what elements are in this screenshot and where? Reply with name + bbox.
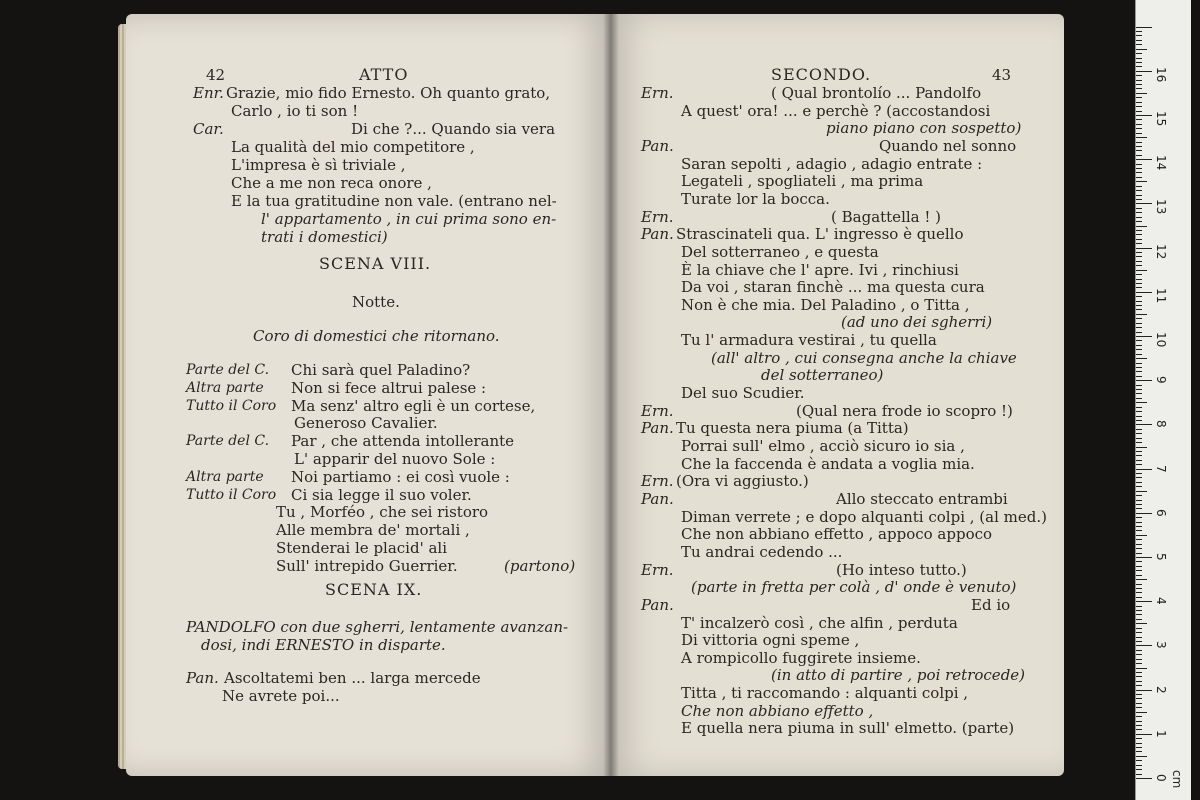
dialogue-line: È la chiave che l' apre. Ivi , rinchiusi bbox=[681, 260, 959, 279]
ruler-tick bbox=[1136, 641, 1142, 642]
dialogue-line: Grazie, mio fido Ernesto. Oh quanto grato, bbox=[226, 84, 551, 102]
scene-title: SCENA VIII. bbox=[319, 254, 432, 273]
ruler-tick bbox=[1136, 610, 1142, 611]
ruler-number: 4 bbox=[1154, 597, 1168, 605]
ruler-tick bbox=[1136, 124, 1142, 125]
ruler-tick bbox=[1136, 186, 1142, 187]
dialogue-line: Quando nel sonno bbox=[879, 136, 1017, 155]
scene-title: SCENA IX. bbox=[325, 580, 423, 599]
ruler-tick bbox=[1136, 371, 1142, 372]
chorus-line: Par , che attenda intollerante bbox=[291, 432, 515, 451]
ruler-tick bbox=[1136, 106, 1142, 107]
ruler-tick bbox=[1136, 146, 1142, 147]
ruler-tick bbox=[1136, 416, 1142, 417]
chorus-line: Tu , Morféo , che sei ristoro bbox=[276, 503, 489, 522]
ruler-tick bbox=[1136, 654, 1142, 655]
ruler-tick bbox=[1136, 274, 1142, 275]
running-header-right: SECONDO. bbox=[771, 65, 872, 84]
dialogue-line: Che non abbiano effetto , appoco appoco bbox=[681, 525, 993, 544]
ruler-tick bbox=[1136, 243, 1142, 244]
chorus-speaker: Parte del C. bbox=[186, 362, 270, 378]
ruler-tick bbox=[1136, 75, 1142, 76]
ruler-tick bbox=[1136, 751, 1142, 752]
ruler-tick bbox=[1136, 292, 1152, 293]
ruler-tick bbox=[1136, 283, 1142, 284]
dialogue-line: Tu l' armadura vestirai , tu quella bbox=[681, 331, 937, 350]
ruler-tick bbox=[1136, 725, 1142, 726]
ruler-tick bbox=[1136, 522, 1142, 523]
ruler-tick bbox=[1136, 685, 1142, 686]
speaker-label: Ern. bbox=[641, 207, 674, 226]
speaker-label: Pan. bbox=[641, 489, 674, 508]
ruler-tick bbox=[1136, 632, 1142, 633]
ruler-tick bbox=[1136, 438, 1142, 439]
dialogue-line: La qualità del mio competitore , bbox=[231, 138, 475, 156]
ruler-tick bbox=[1136, 774, 1142, 775]
ruler-tick bbox=[1136, 380, 1152, 381]
ruler-number: 6 bbox=[1154, 508, 1168, 517]
ruler-tick bbox=[1136, 561, 1142, 562]
ruler-tick bbox=[1136, 716, 1142, 717]
ruler-tick bbox=[1136, 690, 1152, 691]
ruler-tick bbox=[1136, 128, 1142, 129]
ruler-tick bbox=[1136, 477, 1142, 478]
speaker-label: Ern. bbox=[641, 560, 674, 579]
ruler-tick bbox=[1136, 486, 1142, 487]
ruler-tick bbox=[1136, 756, 1147, 757]
speaker-label: Car. bbox=[193, 120, 224, 138]
dialogue-line: (all' altro , cui consegna anche la chiave bbox=[711, 348, 1017, 367]
ruler-tick bbox=[1136, 66, 1142, 67]
ruler-tick bbox=[1136, 402, 1147, 403]
ruler-tick bbox=[1136, 734, 1152, 735]
dialogue-line: (parte in fretta per colà , d' onde è venuto) bbox=[691, 578, 1017, 597]
chorus-speaker: Altra parte bbox=[186, 468, 264, 485]
ruler-tick bbox=[1136, 597, 1142, 598]
ruler-tick bbox=[1136, 309, 1142, 310]
ruler-tick bbox=[1136, 575, 1142, 576]
ruler-tick bbox=[1136, 332, 1142, 333]
chorus-line: Stenderai le placid' ali bbox=[276, 539, 448, 557]
ruler-tick bbox=[1136, 279, 1142, 280]
ruler-tick bbox=[1136, 230, 1142, 231]
ruler-tick bbox=[1136, 159, 1152, 160]
ruler-tick bbox=[1136, 721, 1142, 722]
dialogue-line: (Ho inteso tutto.) bbox=[836, 560, 967, 579]
ruler-tick bbox=[1136, 424, 1152, 425]
speaker-label: Ern. bbox=[641, 84, 674, 102]
ruler-tick bbox=[1136, 707, 1142, 708]
chorus-line: Noi partiamo : ei così vuole : bbox=[291, 467, 510, 486]
stage-direction: Coro di domestici che ritornano. bbox=[253, 327, 500, 345]
ruler-tick bbox=[1136, 464, 1142, 465]
ruler-tick bbox=[1136, 513, 1152, 514]
dialogue-line: Che a me non reca onore , bbox=[231, 174, 432, 192]
ruler-tick bbox=[1136, 150, 1142, 151]
ruler-tick bbox=[1136, 747, 1142, 748]
ruler-tick bbox=[1136, 234, 1142, 235]
ruler-tick bbox=[1136, 248, 1152, 249]
left-page bbox=[126, 14, 611, 776]
ruler-tick bbox=[1136, 553, 1142, 554]
ruler-tick bbox=[1136, 137, 1147, 138]
ruler-tick bbox=[1136, 53, 1142, 54]
dialogue-line: Che la faccenda è andata a voglia mia. bbox=[681, 454, 975, 473]
ruler-tick bbox=[1136, 195, 1142, 196]
ruler-tick bbox=[1136, 252, 1142, 253]
dialogue-line: T' incalzerò così , che alfin , perduta bbox=[681, 613, 958, 632]
chorus-line: Ma senz' altro egli è un cortese, bbox=[291, 396, 536, 415]
dialogue-line: ( Qual brontolío ... Pandolfo bbox=[771, 84, 982, 102]
chorus-line: Ci sia legge il suo voler. bbox=[291, 485, 472, 504]
ruler-tick bbox=[1136, 261, 1142, 262]
ruler-tick bbox=[1136, 62, 1142, 63]
ruler-tick bbox=[1136, 199, 1142, 200]
dialogue-line: Turate lor la bocca. bbox=[681, 189, 830, 208]
ruler-number: 5 bbox=[1154, 553, 1168, 561]
dialogue-line: del sotterraneo) bbox=[761, 366, 884, 385]
ruler-tick bbox=[1136, 760, 1142, 761]
ruler-tick bbox=[1136, 305, 1142, 306]
ruler-tick bbox=[1136, 539, 1142, 540]
ruler-tick bbox=[1136, 433, 1142, 434]
ruler-tick bbox=[1136, 517, 1142, 518]
stage-direction: PANDOLFO con due sgherri, lentamente avanzan- bbox=[186, 618, 569, 636]
dialogue-line: Di vittoria ogni speme , bbox=[681, 631, 860, 650]
ruler-tick bbox=[1136, 508, 1142, 509]
dialogue-line: Strascinateli qua. L' ingresso è quello bbox=[676, 225, 964, 244]
chorus-speaker: Parte del C. bbox=[186, 433, 270, 450]
ruler-tick bbox=[1136, 588, 1142, 589]
scene-setting: Notte. bbox=[352, 293, 400, 311]
ruler-tick bbox=[1136, 44, 1142, 45]
ruler-tick bbox=[1136, 601, 1152, 602]
ruler-tick bbox=[1136, 637, 1142, 638]
ruler-tick bbox=[1136, 287, 1142, 288]
ruler-tick bbox=[1136, 256, 1142, 257]
ruler-tick bbox=[1136, 385, 1142, 386]
ruler-tick bbox=[1136, 164, 1142, 165]
ruler-number: 11 bbox=[1154, 287, 1168, 304]
ruler-tick bbox=[1136, 102, 1142, 103]
ruler-tick bbox=[1136, 27, 1152, 28]
ruler-tick bbox=[1136, 495, 1142, 496]
dialogue-line: Del suo Scudier. bbox=[681, 384, 805, 403]
ruler-tick bbox=[1136, 398, 1142, 399]
ruler-number: 7 bbox=[1154, 464, 1168, 473]
ruler-tick bbox=[1136, 460, 1142, 461]
ruler-tick bbox=[1136, 358, 1147, 359]
measuring-ruler bbox=[1135, 0, 1191, 800]
ruler-tick bbox=[1136, 429, 1142, 430]
ruler-tick bbox=[1136, 606, 1142, 607]
speaker-label: Ern. bbox=[641, 401, 674, 420]
ruler-tick bbox=[1136, 389, 1142, 390]
ruler-tick bbox=[1136, 526, 1142, 527]
ruler-tick bbox=[1136, 97, 1142, 98]
ruler-tick bbox=[1136, 645, 1152, 646]
chorus-line: Alle membra de' mortali , bbox=[276, 521, 470, 540]
ruler-tick bbox=[1136, 84, 1142, 85]
ruler-number: 8 bbox=[1154, 420, 1168, 429]
ruler-tick bbox=[1136, 623, 1147, 624]
ruler-tick bbox=[1136, 650, 1142, 651]
ruler-number: 14 bbox=[1154, 155, 1168, 171]
chorus-speaker: Tutto il Coro bbox=[186, 486, 277, 503]
ruler-tick bbox=[1136, 566, 1142, 567]
ruler-number: 16 bbox=[1154, 66, 1168, 83]
stage-direction: dosi, indi ERNESTO in disparte. bbox=[201, 636, 446, 654]
ruler-number: 3 bbox=[1154, 641, 1168, 650]
ruler-tick bbox=[1136, 729, 1142, 730]
page-number-right: 43 bbox=[992, 66, 1012, 84]
ruler-tick bbox=[1136, 469, 1152, 470]
ruler-tick bbox=[1136, 35, 1142, 36]
dialogue-line: Saran sepolti , adagio , adagio entrate : bbox=[681, 154, 983, 173]
speaker-label: Ern. bbox=[641, 472, 674, 491]
ruler-tick bbox=[1136, 71, 1152, 72]
ruler-tick bbox=[1136, 681, 1142, 682]
dialogue-line: Tu questa nera piuma (a Titta) bbox=[676, 419, 909, 438]
ruler-tick bbox=[1136, 115, 1152, 116]
ruler-tick bbox=[1136, 31, 1142, 32]
ruler-tick bbox=[1136, 354, 1142, 355]
ruler-tick bbox=[1136, 270, 1147, 271]
ruler-tick bbox=[1136, 738, 1142, 739]
ruler-tick bbox=[1136, 212, 1142, 213]
dialogue-line: A quest' ora! ... e perchè ? (accostandosi bbox=[681, 101, 991, 120]
dialogue-line: Carlo , io ti son ! bbox=[231, 102, 359, 120]
dialogue-line: A rompicollo fuggirete insieme. bbox=[681, 648, 921, 667]
ruler-tick bbox=[1136, 142, 1142, 143]
dialogue-line: Ed io bbox=[971, 595, 1011, 614]
ruler-tick bbox=[1136, 676, 1142, 677]
dialogue-line: (Qual nera frode io scopro !) bbox=[796, 401, 1013, 420]
dialogue-line: Del sotterraneo , e questa bbox=[681, 242, 879, 261]
ruler-tick bbox=[1136, 579, 1147, 580]
dialogue-line: Allo steccato entrambi bbox=[836, 489, 1008, 508]
ruler-tick bbox=[1136, 208, 1142, 209]
ruler-tick bbox=[1136, 393, 1142, 394]
dialogue-line: E quella nera piuma in sull' elmetto. (parte) bbox=[681, 719, 1015, 738]
ruler-tick bbox=[1136, 349, 1142, 350]
speaker-label: Enr. bbox=[193, 84, 224, 102]
ruler-tick bbox=[1136, 376, 1142, 377]
ruler-tick bbox=[1136, 168, 1142, 169]
ruler-tick bbox=[1136, 500, 1142, 501]
ruler-tick bbox=[1136, 743, 1142, 744]
ruler-tick bbox=[1136, 265, 1142, 266]
dialogue-line: Legateli , spogliateli , ma prima bbox=[681, 172, 924, 191]
ruler-tick bbox=[1136, 58, 1142, 59]
ruler-tick bbox=[1136, 80, 1142, 81]
ruler-tick bbox=[1136, 672, 1142, 673]
ruler-tick bbox=[1136, 712, 1147, 713]
ruler-tick bbox=[1136, 703, 1142, 704]
ruler-tick bbox=[1136, 473, 1142, 474]
dialogue-line: l' appartamento , in cui prima sono en- bbox=[261, 210, 557, 228]
ruler-tick bbox=[1136, 177, 1142, 178]
ruler-tick bbox=[1136, 367, 1142, 368]
dialogue-line: Ascoltatemi ben ... larga mercede bbox=[224, 669, 481, 687]
ruler-tick bbox=[1136, 451, 1142, 452]
dialogue-line: Che non abbiano effetto , bbox=[681, 701, 874, 720]
dialogue-line: (Ora vi aggiusto.) bbox=[676, 472, 809, 491]
ruler-tick bbox=[1136, 190, 1142, 191]
chorus-speaker: Tutto il Coro bbox=[186, 397, 277, 414]
ruler-number: 1 bbox=[1154, 729, 1168, 738]
ruler-tick bbox=[1136, 442, 1142, 443]
ruler-tick bbox=[1136, 455, 1142, 456]
ruler-tick bbox=[1136, 111, 1142, 112]
ruler-tick bbox=[1136, 155, 1142, 156]
ruler-tick bbox=[1136, 619, 1142, 620]
ruler-tick bbox=[1136, 119, 1142, 120]
ruler-tick bbox=[1136, 592, 1142, 593]
dialogue-line: (in atto di partire , poi retrocede) bbox=[771, 666, 1026, 685]
ruler-number: 15 bbox=[1154, 111, 1168, 127]
ruler-tick bbox=[1136, 314, 1147, 315]
ruler-tick bbox=[1136, 407, 1142, 408]
ruler-tick bbox=[1136, 659, 1142, 660]
ruler-tick bbox=[1136, 628, 1142, 629]
ruler-tick bbox=[1136, 88, 1142, 89]
ruler-tick bbox=[1136, 345, 1142, 346]
dialogue-line: piano piano con sospetto) bbox=[826, 119, 1022, 138]
right-page bbox=[611, 14, 1064, 776]
ruler-tick bbox=[1136, 49, 1147, 50]
dialogue-line: L'impresa è sì triviale , bbox=[231, 156, 406, 174]
ruler-tick bbox=[1136, 482, 1142, 483]
chorus-line: Chi sarà quel Paladino? bbox=[291, 361, 471, 379]
dialogue-line: E la tua gratitudine non vale. (entrano nel- bbox=[231, 192, 557, 210]
ruler-tick bbox=[1136, 668, 1147, 669]
ruler-tick bbox=[1136, 239, 1142, 240]
dialogue-line: Ne avrete poi... bbox=[222, 687, 340, 705]
ruler-tick bbox=[1136, 504, 1142, 505]
dialogue-line: Non è che mia. Del Paladino , o Titta , bbox=[681, 295, 970, 314]
ruler-tick bbox=[1136, 133, 1142, 134]
dialogue-line: Tu andrai cedendo ... bbox=[681, 542, 843, 561]
ruler-tick bbox=[1136, 778, 1152, 779]
speaker-label: Pan. bbox=[641, 225, 674, 244]
ruler-tick bbox=[1136, 491, 1147, 492]
ruler-tick bbox=[1136, 226, 1147, 227]
ruler-tick bbox=[1136, 557, 1152, 558]
ruler-tick bbox=[1136, 614, 1142, 615]
ruler-number: 2 bbox=[1154, 685, 1168, 694]
chorus-line: Non si fece altrui palese : bbox=[291, 378, 487, 397]
page-number-left: 42 bbox=[206, 66, 226, 84]
stage-direction: (partono) bbox=[504, 556, 576, 575]
ruler-tick bbox=[1136, 663, 1142, 664]
ruler-number: 13 bbox=[1154, 199, 1168, 215]
speaker-label: Pan. bbox=[641, 595, 674, 614]
ruler-number: 12 bbox=[1154, 243, 1168, 259]
open-book bbox=[118, 10, 1068, 780]
speaker-label: Pan. bbox=[641, 419, 674, 438]
speaker-label: Pan. bbox=[641, 136, 674, 155]
ruler-tick bbox=[1136, 769, 1142, 770]
ruler-tick bbox=[1136, 340, 1142, 341]
ruler-tick bbox=[1136, 447, 1147, 448]
dialogue-line: (ad uno dei sgherri) bbox=[841, 313, 993, 332]
ruler-tick bbox=[1136, 221, 1142, 222]
ruler-tick bbox=[1136, 203, 1152, 204]
ruler-tick bbox=[1136, 301, 1142, 302]
ruler-tick bbox=[1136, 570, 1142, 571]
ruler-tick bbox=[1136, 420, 1142, 421]
ruler-tick bbox=[1136, 323, 1142, 324]
ruler-tick bbox=[1136, 40, 1142, 41]
dialogue-line: Titta , ti raccomando : alquanti colpi , bbox=[681, 684, 969, 703]
chorus-speaker: Altra parte bbox=[186, 379, 264, 396]
ruler-tick bbox=[1136, 548, 1142, 549]
ruler-tick bbox=[1136, 535, 1147, 536]
ruler-tick bbox=[1136, 336, 1152, 337]
dialogue-line: ( Bagattella ! ) bbox=[831, 207, 942, 226]
chorus-line: L' apparir del nuovo Sole : bbox=[294, 450, 496, 468]
running-header-left: ATTO bbox=[359, 65, 409, 84]
ruler-number: 9 bbox=[1154, 376, 1168, 384]
ruler-tick bbox=[1136, 172, 1142, 173]
dialogue-line: Diman verrete ; e dopo alquanti colpi , (al med.) bbox=[681, 507, 1047, 526]
dialogue-line: trati i domestici) bbox=[261, 228, 388, 246]
ruler-tick bbox=[1136, 327, 1142, 328]
dialogue-line: Da voi , staran finchè ... ma questa cura bbox=[681, 278, 985, 297]
dialogue-line: Di che ?... Quando sia vera bbox=[351, 120, 556, 138]
ruler-tick bbox=[1136, 530, 1142, 531]
ruler-tick bbox=[1136, 765, 1142, 766]
ruler-tick bbox=[1136, 318, 1142, 319]
ruler-number: 10 bbox=[1154, 332, 1168, 348]
ruler-tick bbox=[1136, 544, 1142, 545]
book-gutter bbox=[603, 14, 619, 776]
ruler-tick bbox=[1136, 411, 1142, 412]
ruler-unit: cm bbox=[1170, 770, 1184, 789]
ruler-tick bbox=[1136, 93, 1147, 94]
ruler-tick bbox=[1136, 217, 1142, 218]
ruler-number: 0 bbox=[1154, 774, 1168, 782]
speaker-label: Pan. bbox=[186, 669, 219, 687]
dialogue-line: Porrai sull' elmo , acciò sicuro io sia , bbox=[681, 437, 965, 455]
chorus-line: Sull' intrepido Guerrier. bbox=[276, 556, 458, 575]
ruler-tick bbox=[1136, 181, 1147, 182]
chorus-line: Generoso Cavalier. bbox=[294, 414, 438, 433]
ruler-tick bbox=[1136, 694, 1142, 695]
ruler-tick bbox=[1136, 296, 1142, 297]
ruler-tick bbox=[1136, 363, 1142, 364]
ruler-tick bbox=[1136, 584, 1142, 585]
ruler-tick bbox=[1136, 698, 1142, 699]
